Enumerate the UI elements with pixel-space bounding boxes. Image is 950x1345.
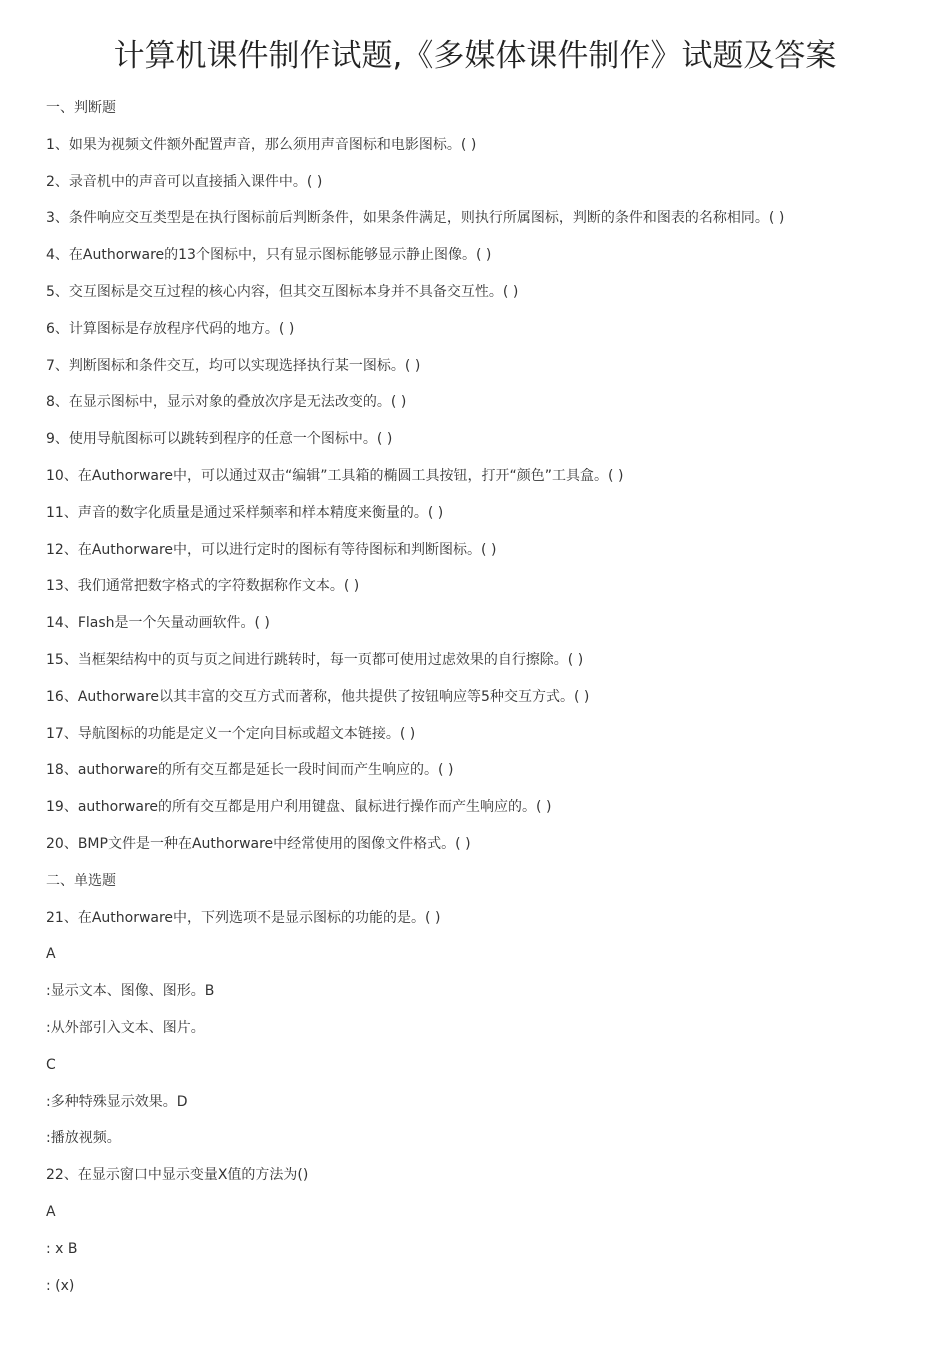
question-line: 4、在Authorware的13个图标中，只有显示图标能够显示静止图像。( )	[46, 247, 492, 264]
option-line: A	[46, 1203, 56, 1220]
question-line: 1、如果为视频文件额外配置声音，那么须用声音图标和电影图标。( )	[46, 136, 477, 153]
option-line: :多种特殊显示效果。D	[46, 1093, 188, 1110]
option-line: A	[46, 946, 56, 963]
section-heading: 一、判断题	[46, 100, 116, 116]
question-line: 17、导航图标的功能是定义一个定向目标或超文本链接。( )	[46, 725, 416, 742]
option-line: :显示文本、图像、图形。B	[46, 983, 215, 1000]
document-body	[46, 90, 926, 1304]
question-line: 16、Authorware以其丰富的交互方式而著称，他共提供了按钮响应等5种交互方式。( )	[46, 688, 590, 705]
question-line: 8、在显示图标中，显示对象的叠放次序是无法改变的。( )	[46, 394, 407, 411]
question-line: 20、BMP文件是一种在Authorware中经常使用的图像文件格式。( )	[46, 835, 471, 852]
question-line: 5、交互图标是交互过程的核心内容，但其交互图标本身并不具备交互性。( )	[46, 283, 519, 300]
option-line: C	[46, 1056, 56, 1073]
option-line: : (x)	[46, 1277, 75, 1294]
question-line: 9、使用导航图标可以跳转到程序的任意一个图标中。( )	[46, 431, 393, 448]
question-line: 19、authorware的所有交互都是用户利用键盘、鼠标进行操作而产生响应的。( )	[46, 799, 552, 816]
question-line: 3、条件响应交互类型是在执行图标前后判断条件，如果条件满足，则执行所属图标，判断的条件和图表的名称相同。( )	[46, 210, 785, 227]
question-line: 22、在显示窗口中显示变量X值的方法为()	[46, 1167, 309, 1184]
question-line: 7、判断图标和条件交互，均可以实现选择执行某一图标。( )	[46, 357, 421, 374]
document-title: 计算机课件制作试题,《多媒体课件制作》试题及答案	[113, 38, 837, 74]
option-line: : x B	[46, 1240, 78, 1257]
question-line: 2、录音机中的声音可以直接插入课件中。( )	[46, 173, 323, 190]
question-line: 12、在Authorware中，可以进行定时的图标有等待图标和判断图标。( )	[46, 541, 497, 558]
question-line: 15、当框架结构中的页与页之间进行跳转时，每一页都可使用过虑效果的自行擦除。( )	[46, 651, 584, 668]
question-line: 18、authorware的所有交互都是延长一段时间而产生响应的。( )	[46, 762, 454, 779]
option-line: :播放视频。	[46, 1130, 121, 1147]
question-line: 10、在Authorware中，可以通过双击“编辑”工具箱的椭圆工具按钮，打开“颜色”工具盒。( )	[46, 467, 624, 484]
question-line: 11、声音的数字化质量是通过采样频率和样本精度来衡量的。( )	[46, 504, 444, 521]
question-line: 13、我们通常把数字格式的字符数据称作文本。( )	[46, 578, 360, 595]
section-heading: 二、单选题	[46, 872, 116, 889]
question-line: 21、在Authorware中，下列选项不是显示图标的功能的是。( )	[46, 909, 441, 926]
question-line: 6、计算图标是存放程序代码的地方。( )	[46, 320, 295, 337]
option-line: :从外部引入文本、图片。	[46, 1019, 205, 1036]
question-line: 14、Flash是一个矢量动画软件。( )	[46, 615, 270, 632]
